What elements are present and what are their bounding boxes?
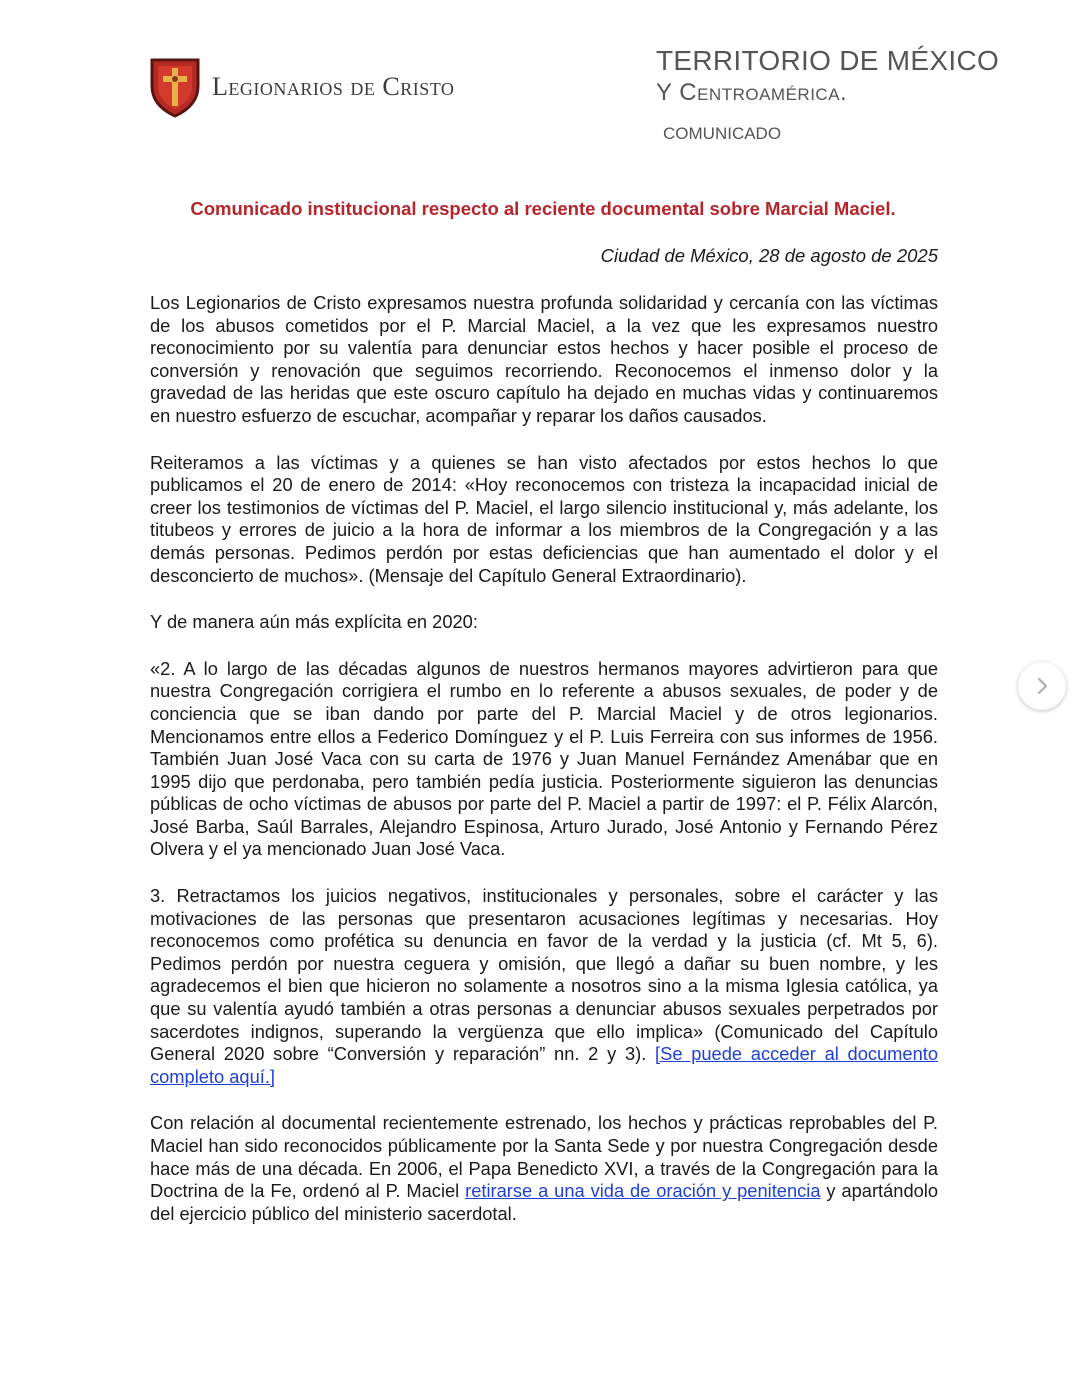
paragraph-2: Reiteramos a las víctimas y a quienes se han visto afectados por estos hechos lo que publicamos el 20 de enero de 2014: «Hoy reconocemos con tristeza la incapacidad inicial de creer los testimonios de víctimas del P. Maciel, el largo silencio institucional y, más adelante, los titubeos y errores de juicio a la hora de informar a los miembros de la Congregación y a las demás personas. Pedimos perdón por estas deficiencias que han aumentado el dolor y el desconcierto de muchos». (Mensaje del Capítulo General Extraordinario). xyxy=(150,451,938,586)
document-date: Ciudad de México, 28 de agosto de 2025 xyxy=(600,245,938,266)
full-document-link[interactable]: [Se puede acceder al documento completo aquí.] xyxy=(150,1043,938,1087)
paragraph-4: «2. A lo largo de las décadas algunos de nuestros hermanos mayores advirtieron para que nuestra Congregación corrigiera el rumbo en lo referente a abusos sexuales, de poder y de conciencia que se iban dando por parte del P. Marcial Maciel y de otros legionarios. Mencionamos entre ellos a Federico Domínguez y el P. Luis Ferreira con sus informes de 1956. También Juan José Vaca con su carta de 1976 y Juan Manuel Fernández Amenábar que en 1995 dijo que perdonaba, pero también pedía justicia. Posteriormente siguieron las denuncias públicas de ocho víctimas de abusos por parte del P. Maciel a partir de 1997: el P. Félix Alarcón, José Barba, Saúl Barrales, Alejandro Espinosa, Arturo Jurado, José Antonio y Fernando Pérez Olvera y el ya mencionado Juan José Vaca. xyxy=(150,657,938,860)
paragraph-5-text: 3. Retractamos los juicios negativos, institucionales y personales, sobre el carácter y las motivaciones de las personas que presentaron acusaciones legítimas y necesarias. Hoy reconocemos como profética su denuncia en favor de la verdad y la justicia (cf. Mt 5, 6). Pedimos perdón por nuestra ceguera y omisión, que llegó a dañar su buen nombre, y les agradecemos el bien que hicieron no solamente a nosotros sino a la misma Iglesia católica, ya que su valentía ayudó también a otras personas a denunciar abusos sexuales perpetrados por sacerdotes indignos, superando la vergüenza que ello implica» (Comunicado del Capítulo General 2020 sobre “Conversión y reparación” nn. 2 y 3). xyxy=(150,885,938,1065)
paragraph-6-text-2: y apartándolo del ejercicio público del ministerio sacerdotal. xyxy=(150,1180,939,1224)
doc-type: COMUNICADO xyxy=(663,124,782,143)
shield-cross-icon xyxy=(148,56,202,118)
territory-line2: Y Centroamérica. xyxy=(656,79,848,106)
paragraph-6-text-1: Con relación al documental recientemente estrenado, los hechos y prácticas reprobables del P. Maciel han sido reconocidos públicamente por la Santa Sede y por nuestra Congregación desde hace más de una década. En 2006, el Papa Benedicto XVI, a través de la Congregación para la Doctrina de la Fe, ordenó al P. Maciel xyxy=(150,1112,938,1202)
retirement-order-link[interactable]: retirarse a una vida de oración y penitencia xyxy=(465,1180,821,1202)
paragraph-5 xyxy=(150,885,938,1088)
paragraph-3: Y de manera aún más explícita en 2020: xyxy=(150,611,478,633)
territory-line1: TERRITORIO DE MÉXICO xyxy=(656,45,1000,76)
territory-header xyxy=(656,44,999,144)
org-logo xyxy=(148,56,454,118)
org-name: Legionarios de Cristo xyxy=(212,72,455,101)
chevron-right-icon xyxy=(1032,676,1052,696)
document-body xyxy=(150,292,938,1249)
paragraph-6 xyxy=(150,1112,938,1225)
page-title: Comunicado institucional respecto al reciente documental sobre Marcial Maciel. xyxy=(190,198,896,219)
next-slide-button[interactable] xyxy=(1018,662,1066,710)
paragraph-1: Los Legionarios de Cristo expresamos nuestra profunda solidaridad y cercanía con las víctimas de los abusos cometidos por el P. Marcial Maciel, a la vez que les expresamos nuestro reconocimiento por su valentía para denunciar estos hechos y hacer posible el proceso de conversión y renovación que seguimos recorriendo. Reconocemos el inmenso dolor y la gravedad de las heridas que este oscuro capítulo ha dejado en muchas vidas y continuaremos en nuestro esfuerzo de escuchar, acompañar y reparar los daños causados. xyxy=(150,292,938,426)
